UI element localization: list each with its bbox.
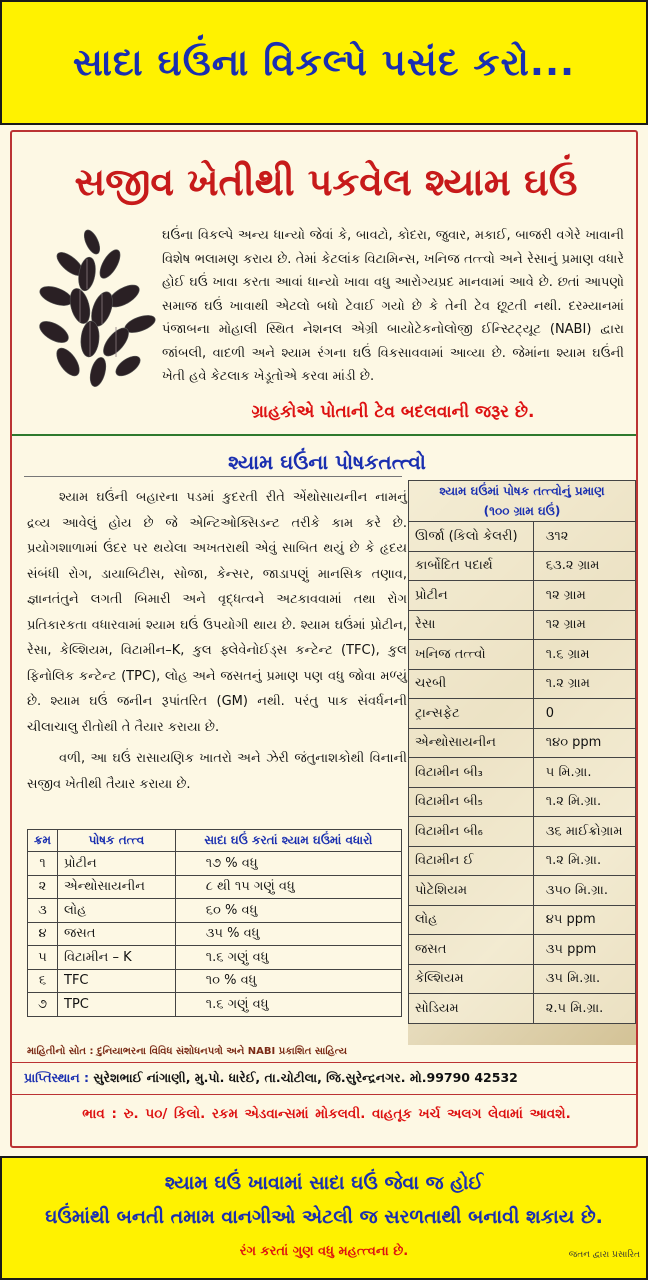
cell-serial: ૬ [28,969,58,993]
table-row [409,787,636,817]
table-row [28,899,402,923]
table-row [409,640,636,670]
nutrient-name: ટ્રાન્સફેટ [409,699,534,729]
cell-serial: ૨ [28,875,58,899]
availability-address [24,1070,629,1086]
nutrient-name: સોડિયમ [409,994,534,1024]
col-header-serial: ક્રમ [28,830,58,852]
table-row [28,993,402,1017]
source-note: માહિતીનો સોત : દુનિયાભરના વિવિધ સંશોધનપત્રો અને NABI પ્રકાશિત સાહિત્ય [27,1046,348,1057]
table-row [409,610,636,640]
cell-increase: ૮ થી ૧૫ ગણું વધુ [175,875,401,899]
nutrient-value: ૩૬ માઈક્રોગ્રામ [533,817,635,847]
banner-headline: સાદા ઘઉંના વિકલ્પે પસંદ કરો... [72,40,576,84]
nutrient-name: વિટામીન બી₆ [409,817,534,847]
cell-serial: ૭ [28,993,58,1017]
table-row [28,875,402,899]
table-row [409,581,636,611]
black-wheat-grains-image [32,224,162,394]
top-banner [0,0,648,125]
table-row [409,669,636,699]
nutrient-value: ૧૨ ગ્રામ [533,610,635,640]
page-title: સજીવ ખેતીથી પકવેલ શ્યામ ઘઉં [74,160,578,204]
intro-paragraph: ઘઉંના વિકલ્પે અન્ય ધાન્યો જેવાં કે, બાવટો, કોદરા, જુવાર, મકાઈ, બાજરી વગેરે ખાવાની વિશેષ ભલામણ કરાય છે. તેમાં કેટલાંક વિટામિન્સ, ખનિજ તત્ત્વો અને રેસાનું પ્રમાણ વધારે હોઈ ઘઉં ખાવા કરતા આવાં ધાન્યો ખાવા વધુ આરોગ્યપ્રદ માનવામાં આવે છે. છતાં આપણો સમાજ ઘઉં ખાવાથી એટલો બધો ટેવાઈ ગયો છે કે તેની ટેવ છૂટતી નથી. દરમ્યાનમાં પંજાબના મોહાલી સ્થિત નેશનલ એગ્રી બાયોટેકનોલોજી ઈન્સ્ટિટ્યૂટ (NABI) દ્વારા જાંબલી, વાદળી અને શ્યામ રંગના ઘઉં વિકસાવવામાં આવ્યા છે. જેમાંના શ્યામ ઘઉંની ખેતી હવે કેટલાક ખેડૂતોએ કરવા માંડી છે. [162,228,624,384]
main-frame [10,130,638,1148]
table-row [409,846,636,876]
address-label: પ્રાપ્તિસ્થાન : [24,1070,90,1085]
table-row [28,852,402,876]
table-row [409,964,636,994]
cell-serial: ૪ [28,922,58,946]
nutrition-table [408,480,636,1024]
nutrient-name: ચરબી [409,669,534,699]
cell-nutrient: TFC [58,969,176,993]
nutrition-header-row [409,481,636,522]
nutrient-value: 0 [533,699,635,729]
cell-serial: ૩ [28,899,58,923]
bottom-banner [0,1156,648,1280]
nutrient-name: વિટામીન બી₅ [409,787,534,817]
nutrient-name: પ્રોટીન [409,581,534,611]
cell-increase: ૧.૬ ગણું વધુ [175,993,401,1017]
cell-increase: ૧૦ % વધુ [175,969,401,993]
nutrient-name: વિટામીન ઈ [409,846,534,876]
nutrient-name: રેસા [409,610,534,640]
body-paragraph-2: વળી, આ ઘઉં રાસાયણિક ખાતરો અને ઝેરી જંતુનાશકોથી વિનાની સજીવ ખેતીથી તૈયાર કરાયા છે. [27,751,407,792]
publisher-credit: જતન દ્વારા પ્રસારિત [568,1250,640,1260]
table-row [409,817,636,847]
address-divider-bottom [12,1094,636,1095]
cell-increase: ૬૦ % વધુ [175,899,401,923]
nutrient-value: ૧૨ ગ્રામ [533,581,635,611]
cell-nutrient: એન્થોસાયનીન [58,875,176,899]
table-row [409,994,636,1024]
price-line: ભાવ : રુ. ૫૦/ કિલો. રકમ એડવાન્સમાં મોકલવી. વાહતૂક ખર્ચ અલગ લેવામાં આવશે. [82,1106,571,1122]
nutrient-value: ૧.૨ મિ.ગ્રા. [533,846,635,876]
cell-nutrient: લોહ [58,899,176,923]
nutrient-name: કેલ્શિયમ [409,964,534,994]
address-text: સુરેશભાઈ નાંગાણી, મુ.પો. ધારેઈ, તા.ચોટીલા, જિ.સુરેન્દ્રનગર. મો.99790 42532 [93,1070,518,1085]
nutrient-name: ઊર્જા (કિલો કેલરી) [409,522,534,552]
cell-nutrient: વિટામીન – K [58,946,176,970]
nutrients-body [27,485,407,797]
nutrient-name: કાર્બોદિત પદાર્થ [409,551,534,581]
nutrient-value: ૧૪૦ ppm [533,728,635,758]
nutrient-value: ૧.૨ મિ.ગ્રા. [533,787,635,817]
table-row [28,969,402,993]
nutrient-value: ૪૫ ppm [533,905,635,935]
nutrient-value: ૫ મિ.ગ્રા. [533,758,635,788]
cell-serial: ૧ [28,852,58,876]
nutrient-value: ૩૧૨ [533,522,635,552]
bottom-line-2: ઘઉંમાંથી બનતી તમામ વાનગીઓ એટલી જ સરળતાથી બનાવી શકાય છે. [45,1206,603,1228]
nutrition-header-basis: (૧૦૦ ગ્રામ ઘઉં) [483,504,561,518]
section-divider [12,434,636,436]
table-row [409,758,636,788]
table-row [409,905,636,935]
cell-nutrient: પ્રોટીન [58,852,176,876]
table-row [409,935,636,965]
nutrient-value: ૩૫૦ મિ.ગ્રા. [533,876,635,906]
table-row [28,922,402,946]
bottom-line-1: શ્યામ ઘઉં ખાવામાં સાદા ઘઉં જેવા જ હોઈ [164,1172,484,1194]
cell-increase: ૧૭ % વધુ [175,852,401,876]
table-row [28,946,402,970]
nutrition-header [409,481,636,522]
nutrient-name: પોટેશિયમ [409,876,534,906]
bottom-tagline: રંગ કરતાં ગુણ વધુ મહત્ત્વના છે. [239,1244,409,1259]
nutrient-value: ૧.૬ ગ્રામ [533,640,635,670]
cell-nutrient: TPC [58,993,176,1017]
cell-serial: ૫ [28,946,58,970]
table-row [409,699,636,729]
table-row [409,876,636,906]
body-paragraph-1: શ્યામ ઘઉંની બહારના પડમાં કુદરતી રીતે એંથોસાયનીન નામનું દ્રવ્ય આવેલું હોય છે જે એન્ટિઓક્સિડન્ટ તરીકે કામ કરે છે. પ્રયોગશાળામાં ઉંદર પર થયેલા અખતરાથી એવું સાબિત થયું છે કે હૃદય સંબંધી રોગ, ડાયાબિટીસ, સોજા, કેન્સર, જાડાપણું માનસિક તણાવ, જ્ઞાનતંતુને લગતી બિમારી અને વૃદ્ધત્વને અટકાવવામાં તથા રોગ પ્રતિકારકતા વધારવામાં શ્યામ ઘઉં ઉપયોગી થાય છે. શ્યામ ઘઉંમાં પ્રોટીન, રેસા, કેલ્શિયમ, વિટામીન–K, કુલ ફ્લેવેનોઈડ્સ કન્ટેન્ટ (TFC), કુલ ફિનોલિક કન્ટેન્ટ (TPC), લોહ અને જસતનું પ્રમાણ પણ વધુ જોવા મળ્યું છે. શ્યામ ઘઉં જનીન રૂપાંતરિત (GM) નથી. પરંતુ પાક સંવર્ધનની ચીલાચાલુ રીતોથી તે તૈયાર કરાયા છે. [27,490,407,735]
table-row [409,728,636,758]
cell-increase: ૧.૬ ગણું વધુ [175,946,401,970]
nutrient-name: એન્થોસાયનીન [409,728,534,758]
table-row [409,551,636,581]
nutrient-name: ખનિજ તત્ત્વો [409,640,534,670]
nutrient-value: ૩૫ મિ.ગ્રા. [533,964,635,994]
cell-nutrient: જસત [58,922,176,946]
comparison-table [27,829,402,1017]
cell-increase: ૩૫ % વધુ [175,922,401,946]
heading-underline [24,476,402,477]
nutrition-panel [408,480,636,1045]
table-row [409,522,636,552]
nutrient-name: વિટામીન બી₃ [409,758,534,788]
nutrient-name: જસત [409,935,534,965]
col-header-nutrient: પોષક તત્ત્વ [58,830,176,852]
habit-callout: ગ્રાહકોએ પોતાની ટેવ બદલવાની જરૂર છે. [251,402,535,422]
nutrient-name: લોહ [409,905,534,935]
col-header-increase: સાદા ઘઉં કરતાં શ્યામ ઘઉંમાં વધારો [175,830,401,852]
comparison-header-row [28,830,402,852]
nutrient-value: ૨.૫ મિ.ગ્રા. [533,994,635,1024]
nutrient-value: ૩૫ ppm [533,935,635,965]
nutrient-value: ૧.૨ ગ્રામ [533,669,635,699]
nutrition-header-title: શ્યામ ઘઉંમાં પોષક તત્ત્વોનું પ્રમાણ [439,484,605,498]
nutrient-value: ૬૩.૨ ગ્રામ [533,551,635,581]
address-divider-top [12,1062,636,1063]
nutrients-heading: શ્યામ ઘઉંના પોષકતત્ત્વો [228,450,426,474]
